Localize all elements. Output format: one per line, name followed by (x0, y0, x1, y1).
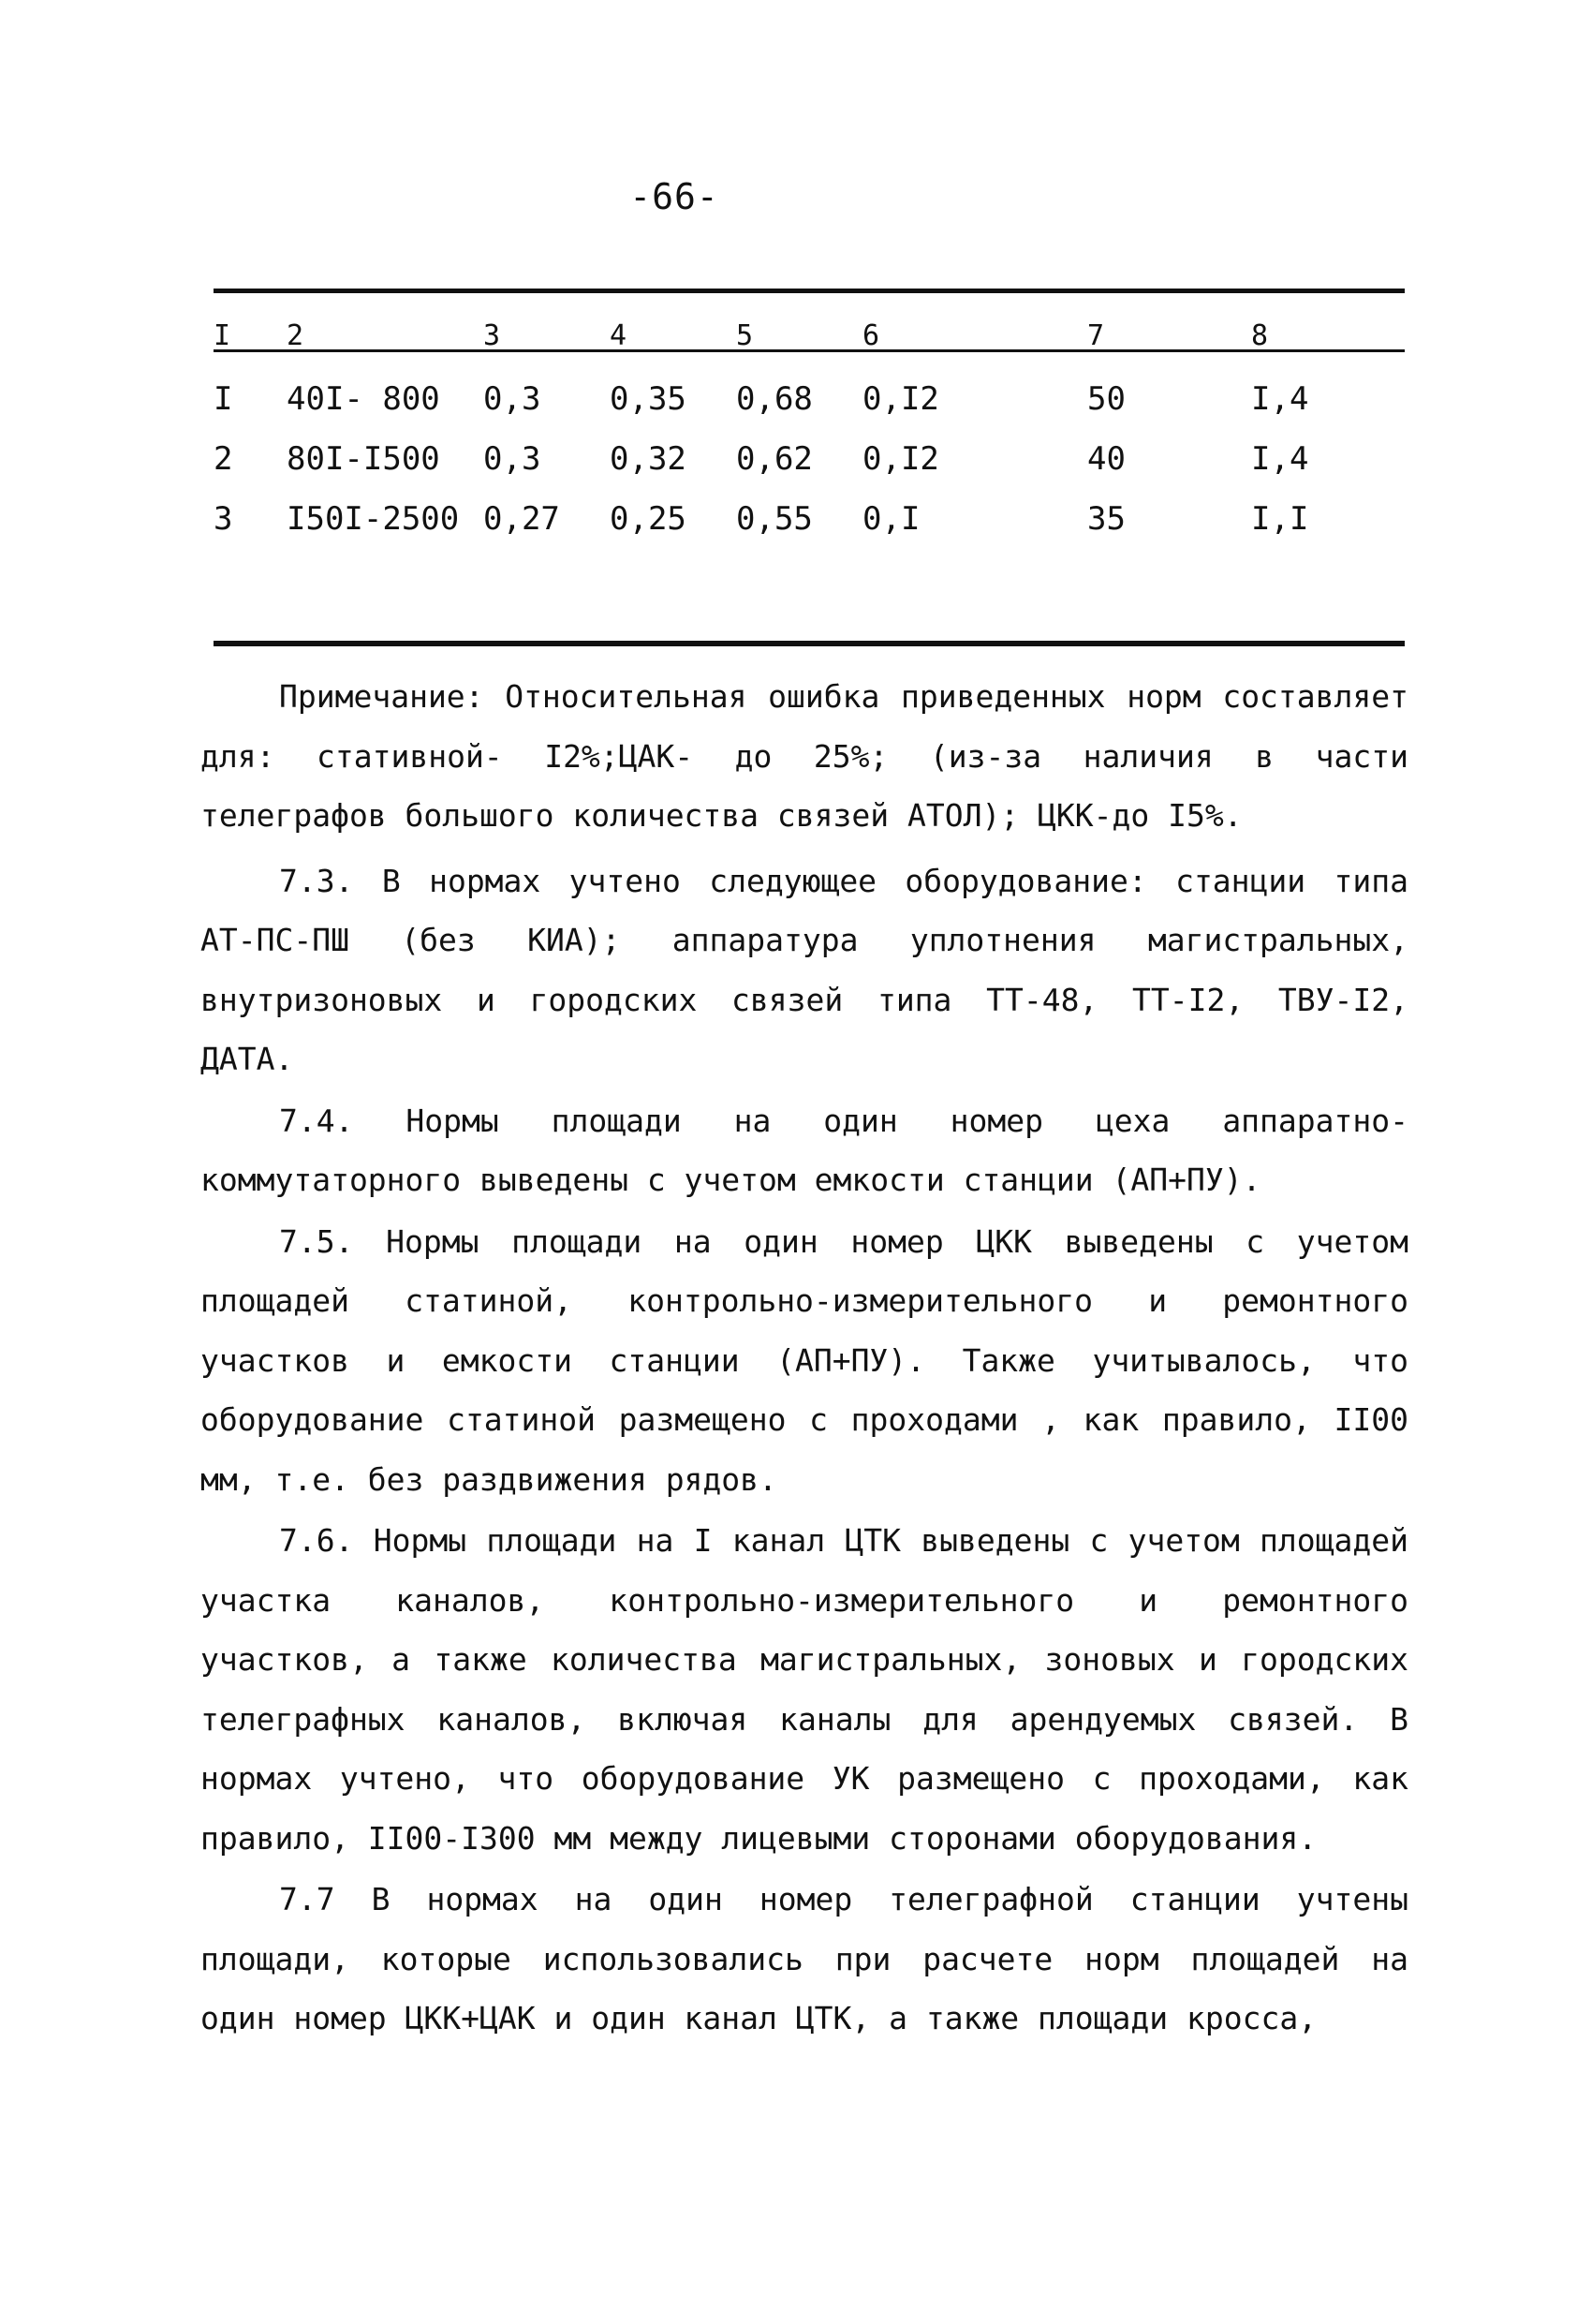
body-text (200, 667, 1408, 2049)
table-cell: 0,55 (736, 500, 813, 538)
column-header: 7 (1087, 319, 1105, 352)
table-cell: 2 (214, 440, 233, 478)
table-cell: 0,25 (610, 500, 686, 538)
column-header: 8 (1251, 319, 1269, 352)
paragraph-7-3: 7.3. В нормах учтено следующее оборудование: станции типа АТ-ПС-ПШ (без КИА); аппаратура уплотнения магистральных, внутризоновых и городских связей типа ТТ-48, ТТ-I2, ТВУ-I2, ДАТА. (200, 862, 1408, 1077)
table-cell: I50I-2500 (287, 500, 460, 538)
column-header: 3 (483, 319, 501, 352)
table-cell: 35 (1087, 500, 1126, 538)
table-cell: 0,3 (483, 440, 541, 478)
paragraph-7-5: 7.5. Нормы площади на один номер ЦКК выведены с учетом площадей статиной, контрольно-измерительного и ремонтного участков и емкости станции (АП+ПУ). Также учитывалось, что оборудование статиной размещено с проходами , как правило, II00 мм, т.е. без раздвижения рядов. (200, 1222, 1408, 1498)
table-bottom-rule (214, 641, 1405, 646)
table-cell: 0,62 (736, 440, 813, 478)
paragraph-7-4: 7.4. Нормы площади на один номер цеха аппаратно-коммутаторного выведены с учетом емкости станции (АП+ПУ). (200, 1102, 1408, 1198)
norms-table (214, 311, 1405, 549)
table-top-rule (214, 289, 1405, 293)
table-cell: 0,27 (483, 500, 560, 538)
table-cell: I (214, 380, 233, 418)
table-cell: 0,32 (610, 440, 686, 478)
column-header: 6 (862, 319, 880, 352)
table-cell: 0,35 (610, 380, 686, 418)
table-cell: 40I- 800 (287, 380, 440, 418)
column-header: 5 (736, 319, 754, 352)
table-cell: 0,I2 (862, 440, 939, 478)
paragraph-7-6: 7.6. Нормы площади на I канал ЦТК выведены с учетом площадей участка каналов, контрольно-измерительного и ремонтного участков, а также количества магистральных, зоновых и городских телеграфных каналов, включая каналы для арендуемых связей. В нормах учтено, что оборудование УК размещено с проходами, как правило, II00-I300 мм между лицевыми сторонами оборудования. (200, 1522, 1408, 1857)
paragraph-7-7: 7.7 В нормах на один номер телеграфной станции учтены площади, которые использовались при расчете норм площадей на один номер ЦКК+ЦАК и один канал ЦТК, а также площади кросса, (200, 1881, 1408, 2036)
table-cell: 80I-I500 (287, 440, 440, 478)
table-cell: 0,3 (483, 380, 541, 418)
table-row (214, 429, 1405, 489)
table-cell: I,4 (1251, 380, 1309, 418)
table-cell: I,I (1251, 500, 1309, 538)
table-row (214, 489, 1405, 549)
table-header-row (214, 311, 1405, 352)
table-cell: 0,I2 (862, 380, 939, 418)
column-header: 2 (287, 319, 304, 352)
table-cell: 40 (1087, 440, 1126, 478)
table-cell: 0,68 (736, 380, 813, 418)
table-cell: 0,I (862, 500, 921, 538)
table-cell: I,4 (1251, 440, 1309, 478)
table-cell: 50 (1087, 380, 1126, 418)
table-row (214, 352, 1405, 429)
column-header: 4 (610, 319, 627, 352)
page-number: -66- (629, 176, 719, 217)
table-cell: 3 (214, 500, 233, 538)
column-header: I (214, 319, 231, 352)
note-paragraph: Примечание: Относительная ошибка приведенных норм составляет для: стативной- I2%;ЦАК- до 25%; (из-за наличия в части телеграфов большого количества связей АТОЛ); ЦКК-до I5%. (200, 678, 1408, 834)
